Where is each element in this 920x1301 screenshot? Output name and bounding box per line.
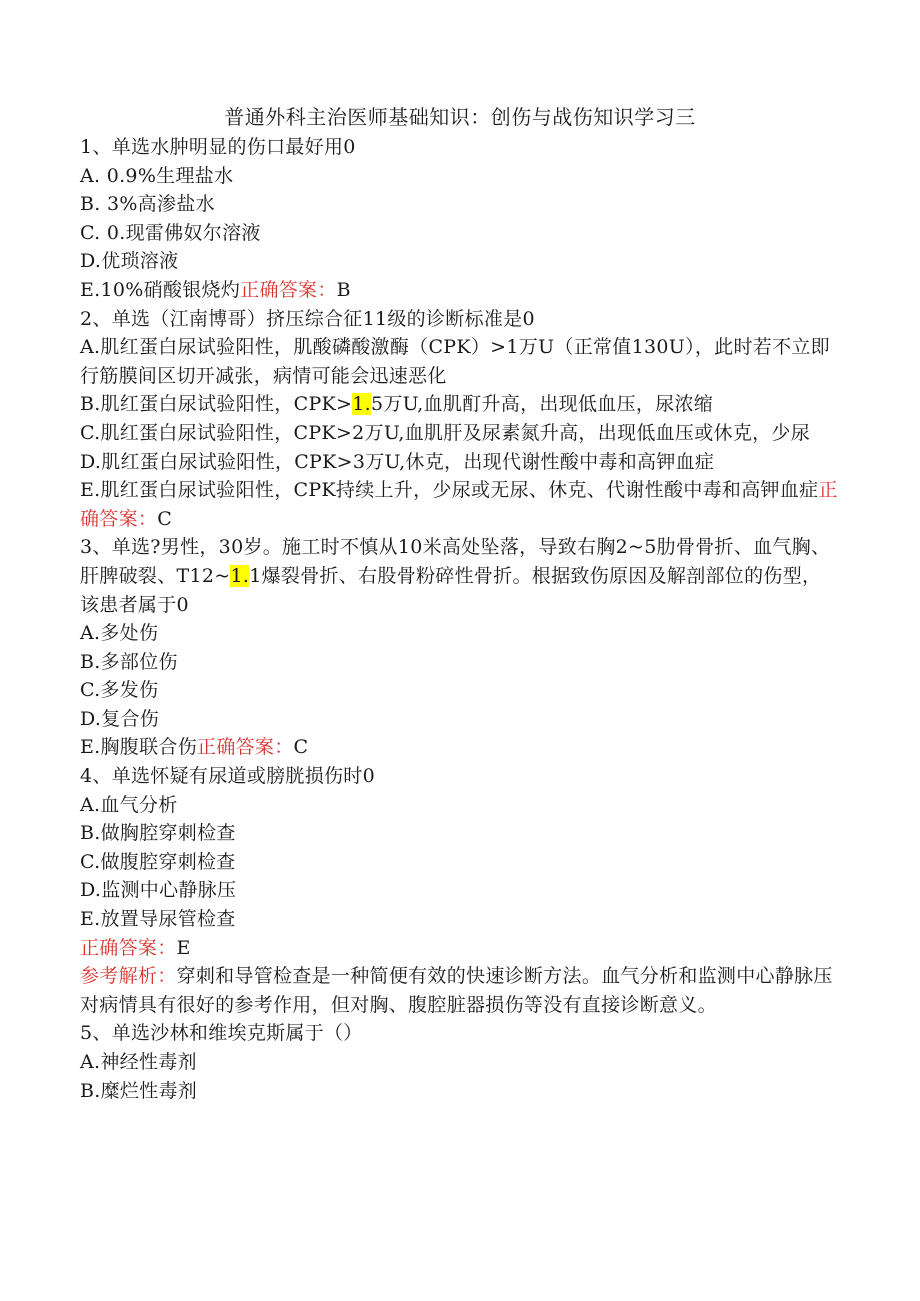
question-1-option-e-row [80, 276, 840, 305]
question-4-option-d: D.监测中心静脉压 [80, 879, 237, 902]
question-3-option-c: C.多发伤 [80, 679, 159, 702]
answer-value: C [157, 507, 173, 530]
question-4-answer-row [80, 934, 840, 963]
question-2-option-e: E.肌红蛋白尿试验阳性，CPK持续上升，少尿或无尿、休克、代谢性酸中毒和高钾血症 [80, 479, 819, 502]
question-3-option-e-row [80, 733, 840, 762]
answer-label: 正确答案： [197, 736, 294, 759]
question-3-option-b: B.多部位伤 [80, 650, 178, 673]
question-4-stem: 4、单选怀疑有尿道或膀胱损伤时0 [80, 765, 375, 788]
question-2-option-c: C.肌红蛋白尿试验阳性，CPK>2万U,血肌肝及尿素氮升高，出现低血压或休克，少尿 [80, 421, 811, 444]
question-5-option-a: A.神经性毒剂 [80, 1051, 197, 1073]
option-b-text-end: 5万U,血肌酊升高，出现低血压，尿浓缩 [370, 393, 714, 416]
question-3-option-d: D.复合伤 [80, 707, 160, 730]
question-2-option-a: A.肌红蛋白尿试验阳性，肌酸磷酸激酶（CPK）>1万U（正常值130U），此时若不立即行筋膜间区切开减张，病情可能会迅速恶化 [80, 336, 830, 387]
question-3-stem [80, 533, 840, 619]
answer-value: C [293, 736, 309, 759]
question-3-option-e: E.胸腹联合伤 [80, 736, 198, 759]
document-body [80, 133, 840, 1105]
question-1-option-b: B. 3%高渗盐水 [80, 193, 215, 216]
question-4-analysis [80, 962, 840, 1019]
question-5-option-b: B.糜烂性毒剂 [80, 1079, 198, 1102]
highlighted-text: 1. [352, 393, 371, 416]
question-3-option-a: A.多处伤 [80, 622, 159, 645]
question-5-stem: 5、单选沙林和维埃克斯属于（） [80, 1022, 363, 1045]
answer-value: E [176, 936, 191, 959]
question-4-option-e: E.放置导尿管检查 [80, 908, 236, 931]
answer-value: B [336, 278, 351, 301]
question-4-option-b: B.做胸腔穿刺检查 [80, 822, 236, 845]
stem-text-end: 1爆裂骨折、右股骨粉碎性骨折。根据致伤原因及解剖部位的伤型，该患者属于0 [80, 564, 822, 616]
option-b-text-start: B.肌红蛋白尿试验阳性，CPK> [80, 393, 353, 416]
stem-text-start: 3、单选?男性，30岁。施工时不慎从10米高处坠落，导致右胸2~5肋骨骨折、血气胸、肝脾破裂、T12~ [80, 536, 831, 587]
question-2-option-d: D.肌红蛋白尿试验阳性，CPK>3万U,休克，出现代谢性酸中毒和高钾血症 [80, 450, 715, 473]
question-2-stem: 2、单选（江南博哥）挤压综合征11级的诊断标准是0 [80, 307, 535, 330]
question-1-option-d: D.优琐溶液 [80, 250, 179, 273]
analysis-label: 参考解析： [80, 965, 177, 988]
document-title: 普通外科主治医师基础知识：创伤与战伤知识学习三 [224, 105, 696, 129]
answer-label: 正确答案： [80, 936, 177, 959]
question-4-option-a: A.血气分析 [80, 793, 178, 816]
question-1-stem: 1、单选水肿明显的伤口最好用0 [80, 136, 356, 158]
analysis-text: 穿刺和导管检查是一种简便有效的快速诊断方法。血气分析和监测中心静脉压对病情具有很好的参考作用，但对胸、腹腔脏器损伤等没有直接诊断意义。 [80, 965, 833, 1016]
question-2-option-e-row [80, 476, 840, 533]
highlighted-text: 1. [230, 564, 250, 587]
question-1-option-c: C. 0.现雷佛奴尔溶液 [80, 221, 261, 244]
question-4-option-c: C.做腹腔穿刺检查 [80, 850, 236, 873]
question-1-option-e: E.10%硝酸银烧灼 [80, 278, 241, 301]
answer-label: 正确答案： [80, 479, 838, 530]
answer-label: 正确答案： [240, 278, 337, 301]
question-2-option-b [80, 390, 840, 419]
question-1-option-a: A. 0.9%生理盐水 [80, 164, 234, 187]
